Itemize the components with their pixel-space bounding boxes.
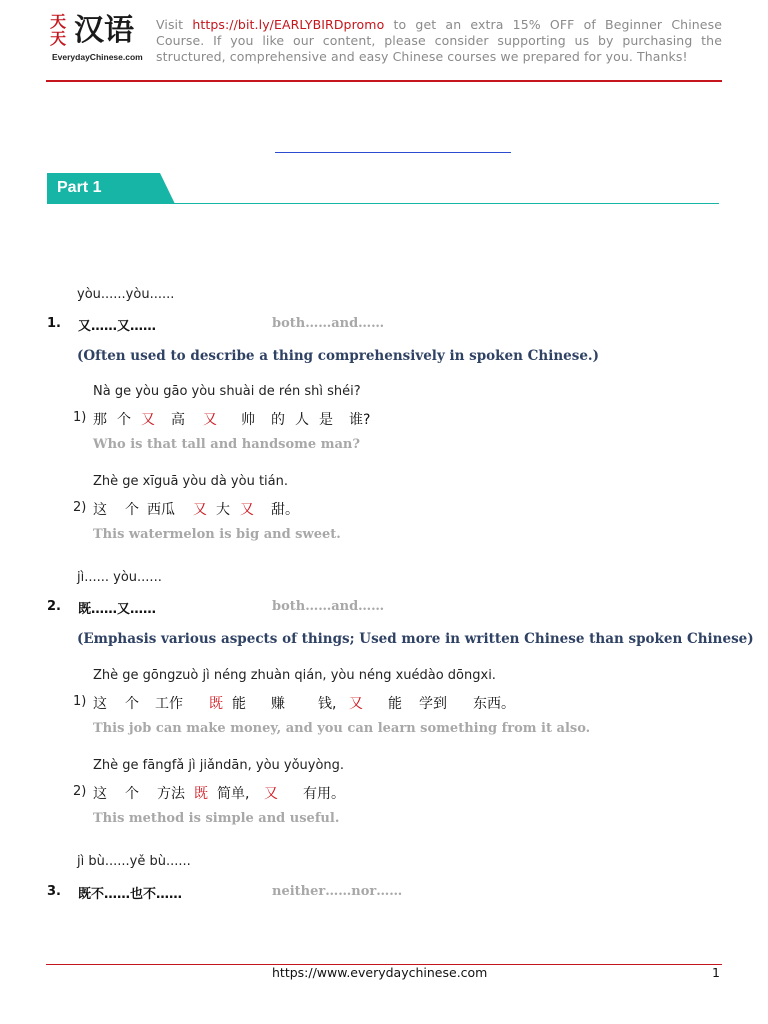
logo-text: 汉语 (74, 13, 134, 48)
section-2-example-2-pinyin: Zhè ge fāngfǎ jì jiǎndān, yòu yǒuyòng. (93, 758, 345, 773)
section-3-pinyin: jì bù......yě bù...... (77, 854, 191, 869)
section-3-number: 3. (47, 884, 61, 899)
title-underline (275, 152, 511, 153)
footer-url[interactable]: https://www.everydaychinese.com (272, 965, 488, 980)
example-word: 个 (117, 412, 131, 428)
logo-seal-top: 天 (50, 12, 67, 31)
example-word: 大 (216, 502, 230, 518)
section-2-note: (Emphasis various aspects of things; Used more in written Chinese than spoken Chinese) (77, 631, 754, 647)
section-1-example-2-translation: This watermelon is big and sweet. (93, 527, 341, 542)
section-2-example-1-pinyin: Zhè ge gōngzuò jì néng zhuàn qián, yòu néng xuédào dōngxi. (93, 668, 496, 683)
section-1-example-2-number: 2) (73, 500, 87, 515)
section-1-example-2-pinyin: Zhè ge xīguā yòu dà yòu tián. (93, 474, 288, 489)
example-word: 的 (271, 412, 285, 428)
example-word: 高 (171, 412, 185, 428)
section-1-note: (Often used to describe a thing comprehensively in spoken Chinese.) (77, 348, 599, 364)
section-2-pattern: 既……又…… (78, 602, 157, 617)
example-word: 西瓜 (147, 502, 175, 518)
example-word: 这 (93, 502, 107, 518)
section-1-example-1-translation: Who is that tall and handsome man? (93, 437, 360, 452)
example-word-highlight: 既 (209, 696, 223, 712)
header-divider (46, 80, 722, 82)
example-word: 个 (125, 502, 139, 518)
section-2-example-1-number: 1) (73, 694, 87, 709)
example-word: 这 (93, 786, 107, 802)
example-word: 是 (319, 412, 333, 428)
section-1-example-1-number: 1) (73, 410, 87, 425)
example-word-highlight: 又 (240, 502, 254, 518)
logo-url: EverydayChinese.com (52, 52, 143, 62)
example-word: 这 (93, 696, 107, 712)
section-3-pattern: 既不……也不…… (78, 887, 183, 902)
page-number: 1 (712, 965, 720, 980)
section-2-pinyin: jì...... yòu...... (77, 570, 162, 585)
example-word: 个 (125, 786, 139, 802)
example-word-highlight: 又 (349, 696, 363, 712)
example-word: 帅 (241, 412, 255, 428)
section-2-meaning: both……and…… (272, 599, 385, 614)
example-word: 甜。 (271, 502, 299, 518)
section-1-number: 1. (47, 316, 61, 331)
section-1-pattern: 又……又…… (78, 319, 157, 334)
example-word: 那 (93, 412, 107, 428)
section-2-number: 2. (47, 599, 61, 614)
section-2-example-1-translation: This job can make money, and you can learn something from it also. (93, 721, 591, 736)
part-label: Part 1 (57, 179, 102, 196)
promo-link[interactable]: https://bit.ly/EARLYBIRDpromo (192, 17, 385, 32)
example-word-highlight: 又 (264, 786, 278, 802)
promo-rest: to get an extra 15% OFF of Beginner Chinese Course. If you like our content, please consider supporting us by purchasing the structured, comprehensive and easy Chinese courses we prepared for you. Thanks! (156, 17, 722, 64)
section-1-pinyin: yòu......yòu...... (77, 287, 175, 302)
logo-seal-bottom: 天 (50, 29, 67, 48)
section-2-example-2-number: 2) (73, 784, 87, 799)
example-word: 赚 (271, 696, 285, 712)
example-word-highlight: 又 (141, 412, 155, 428)
example-word: 个 (125, 696, 139, 712)
example-word-highlight: 既 (194, 786, 208, 802)
promo-prefix: Visit (156, 17, 193, 32)
logo-seal (46, 14, 72, 48)
section-2-example-2-translation: This method is simple and useful. (93, 811, 340, 826)
example-word-highlight: 又 (193, 502, 207, 518)
example-word: 工作 (155, 696, 183, 712)
example-word: 东西。 (473, 696, 515, 712)
part-divider (160, 203, 719, 204)
example-word: 方法 (157, 786, 185, 802)
example-word: 钱, (318, 696, 337, 712)
example-word: 人 (295, 412, 309, 428)
example-word: 有用。 (303, 786, 345, 802)
logo (46, 14, 142, 48)
example-word: 能 (388, 696, 402, 712)
promo-text (156, 17, 722, 65)
example-word: 学到 (419, 696, 447, 712)
section-1-example-1-pinyin: Nà ge yòu gāo yòu shuài de rén shì shéi? (93, 384, 361, 399)
example-word: 谁? (349, 412, 371, 428)
section-1-meaning: both……and…… (272, 316, 385, 331)
example-word: 能 (232, 696, 246, 712)
section-3-meaning: neither……nor…… (272, 884, 403, 899)
example-word: 简单, (217, 786, 250, 802)
example-word-highlight: 又 (203, 412, 217, 428)
